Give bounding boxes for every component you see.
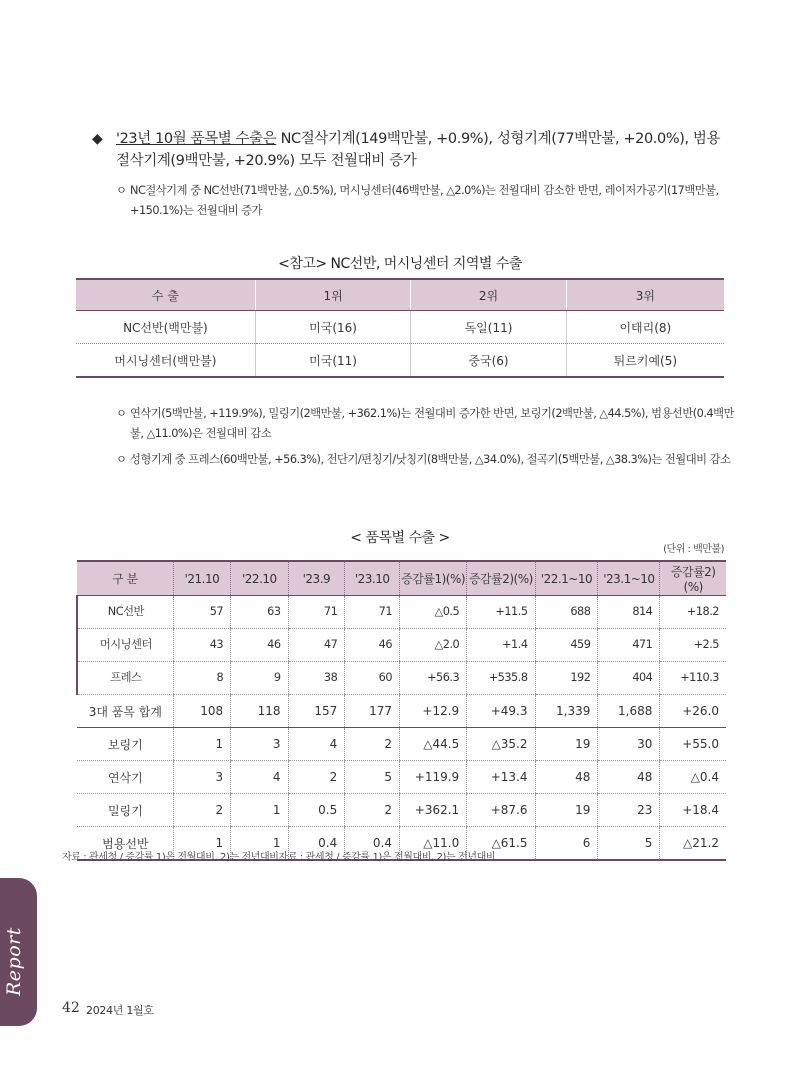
table-cell: 57 <box>173 596 230 629</box>
table-cell: 1 <box>231 827 288 861</box>
table-cell: 1,688 <box>598 695 660 728</box>
table-row <box>77 728 726 761</box>
table-cell: △2.0 <box>400 629 467 662</box>
circle-bullet-icon: ㅇ <box>116 453 127 466</box>
header-col: 증감률1)(%) <box>400 561 467 596</box>
table-cell: △21.2 <box>660 827 726 861</box>
table-row <box>76 344 724 378</box>
table-cell: 688 <box>535 596 598 629</box>
table-cell: +2.5 <box>660 629 726 662</box>
table-row <box>76 311 724 344</box>
header-col: '23.9 <box>288 561 345 596</box>
table-row <box>77 794 726 827</box>
table-cell: 48 <box>598 761 660 794</box>
table-cell: 8 <box>173 662 230 695</box>
ref-cell: 이태리(8) <box>566 311 724 344</box>
header-col: '22.10 <box>231 561 288 596</box>
exports-by-item-table <box>76 560 726 861</box>
table-row <box>77 662 726 695</box>
diamond-bullet-icon: ◆ <box>92 131 103 147</box>
ref-header-cell: 1위 <box>255 279 410 311</box>
table-cell: 3 <box>231 728 288 761</box>
row-label: 머시닝센터 <box>77 629 173 662</box>
table-cell: 1,339 <box>535 695 598 728</box>
row-label: 프레스 <box>77 662 173 695</box>
header-col: 증감률2)(%) <box>467 561 535 596</box>
ref-cell: 머시닝센터(백만불) <box>76 344 255 378</box>
reference-table-title: <참고> NC선반, 머시닝센터 지역별 수출 <box>278 256 522 272</box>
table-cell: 6 <box>535 827 598 861</box>
table-cell: +119.9 <box>400 761 467 794</box>
table-cell: 0.4 <box>288 827 345 861</box>
table-cell: 30 <box>598 728 660 761</box>
table-cell: 71 <box>288 596 345 629</box>
report-tab-label: Report <box>3 927 25 996</box>
table-cell: 814 <box>598 596 660 629</box>
row-label: 3대 품목 합계 <box>77 695 173 728</box>
row-label: 밀링기 <box>77 794 173 827</box>
table-cell: 192 <box>535 662 598 695</box>
table-cell: 0.5 <box>288 794 345 827</box>
table-cell: 23 <box>598 794 660 827</box>
sub-bullet-nc: ㅇ NC절삭기계 중 NC선반(71백만불, △0.5%), 머시닝센터(46백만불, △2.0%)는 전월대비 감소한 반면, 레이저가공기(17백만불, +150.1%)는 전월대비 증가 <box>116 181 734 221</box>
row-label: 연삭기 <box>77 761 173 794</box>
header-col: '22.1~10 <box>535 561 598 596</box>
ref-cell: 미국(16) <box>255 311 410 344</box>
table-cell: +87.6 <box>467 794 535 827</box>
circle-bullet-icon: ㅇ <box>116 407 127 420</box>
table-cell: +110.3 <box>660 662 726 695</box>
table-cell: 48 <box>535 761 598 794</box>
table-cell: 9 <box>231 662 288 695</box>
issue-label: 2024년 1월호 <box>86 1004 154 1017</box>
table-cell: 0.4 <box>345 827 400 861</box>
table-cell: △61.5 <box>467 827 535 861</box>
table-cell: 108 <box>173 695 230 728</box>
header-col: 증감률2)(%) <box>660 561 726 596</box>
header-col: '23.10 <box>345 561 400 596</box>
table-cell: 60 <box>345 662 400 695</box>
page-number: 42 <box>62 1000 80 1016</box>
table-cell: +55.0 <box>660 728 726 761</box>
ref-header-cell: 3위 <box>566 279 724 311</box>
ref-cell: NC선반(백만불) <box>76 311 255 344</box>
table-cell: 177 <box>345 695 400 728</box>
table-cell: 19 <box>535 728 598 761</box>
table-cell: 118 <box>231 695 288 728</box>
bullet-body: NC절삭기계(149백만불, +0.9%), 성형기계(77백만불, +20.0%), 범용절삭기계(9백만불, +20.9%) 모두 전월대비 증가 <box>116 131 721 169</box>
table-cell: 38 <box>288 662 345 695</box>
table-cell: +18.2 <box>660 596 726 629</box>
table-cell: 1 <box>173 728 230 761</box>
table-cell: 2 <box>345 794 400 827</box>
table-cell: 5 <box>598 827 660 861</box>
table-cell: △0.5 <box>400 596 467 629</box>
row-label: 보링기 <box>77 728 173 761</box>
table-cell: +13.4 <box>467 761 535 794</box>
table-cell: △0.4 <box>660 761 726 794</box>
table-cell: 63 <box>231 596 288 629</box>
report-side-tab <box>0 878 37 1026</box>
source-note: 자료 : 관세청 / 증감률 1)은 전월대비, 2)는 전년대비자료 : 관세청 / 증감률 1)은 전월대비, 2)는 전년대비 <box>62 852 496 863</box>
table-cell: 46 <box>231 629 288 662</box>
table-cell: 71 <box>345 596 400 629</box>
ref-cell: 중국(6) <box>411 344 566 378</box>
row-label: NC선반 <box>77 596 173 629</box>
table-cell: △35.2 <box>467 728 535 761</box>
table-row <box>77 761 726 794</box>
table-cell: 4 <box>288 728 345 761</box>
circle-bullet-icon: ㅇ <box>116 184 127 197</box>
table-cell: 2 <box>173 794 230 827</box>
ref-cell: 튀르키예(5) <box>566 344 724 378</box>
bullet-heading: '23년 10월 품목별 수출은 <box>116 131 277 147</box>
ref-header-cell: 2위 <box>411 279 566 311</box>
unit-label: (단위 : 백만불) <box>663 544 724 555</box>
header-col: '21.10 <box>173 561 230 596</box>
table-cell: +26.0 <box>660 695 726 728</box>
table-cell: +535.8 <box>467 662 535 695</box>
table-cell: +12.9 <box>400 695 467 728</box>
main-table-title: < 품목별 수출 > <box>350 530 450 546</box>
row-label: 범용선반 <box>77 827 173 861</box>
table-cell: 471 <box>598 629 660 662</box>
table-cell: +56.3 <box>400 662 467 695</box>
table-cell: +11.5 <box>467 596 535 629</box>
table-cell: 157 <box>288 695 345 728</box>
header-category: 구 분 <box>77 561 173 596</box>
table-cell: 2 <box>345 728 400 761</box>
table-row <box>77 695 726 728</box>
table-cell: +18.4 <box>660 794 726 827</box>
table-cell: 2 <box>288 761 345 794</box>
ref-cell: 미국(11) <box>255 344 410 378</box>
table-cell: 459 <box>535 629 598 662</box>
table-cell: △44.5 <box>400 728 467 761</box>
table-cell: △11.0 <box>400 827 467 861</box>
table-cell: 3 <box>173 761 230 794</box>
reference-table <box>76 278 724 378</box>
table-cell: 404 <box>598 662 660 695</box>
sub-bullet-grinding: ㅇ 연삭기(5백만불, +119.9%), 밀링기(2백만불, +362.1%)는 전월대비 증가한 반면, 보링기(2백만불, △44.5%), 범용선반(0.4백만불, △11.0%)은 전월대비 감소 <box>116 404 734 444</box>
table-cell: 46 <box>345 629 400 662</box>
table-row <box>77 596 726 629</box>
table-cell: 43 <box>173 629 230 662</box>
table-cell: 19 <box>535 794 598 827</box>
table-cell: 1 <box>173 827 230 861</box>
table-cell: 4 <box>231 761 288 794</box>
table-cell: 47 <box>288 629 345 662</box>
header-col: '23.1~10 <box>598 561 660 596</box>
sub-bullet-forming: ㅇ 성형기계 중 프레스(60백만불, +56.3%), 전단기/편칭기/낫칭기(8백만불, △34.0%), 절곡기(5백만불, △38.3%)는 전월대비 감소 <box>116 450 734 470</box>
ref-cell: 독일(11) <box>411 311 566 344</box>
table-cell: +49.3 <box>467 695 535 728</box>
ref-header-cell: 수 출 <box>76 279 255 311</box>
table-cell: 1 <box>231 794 288 827</box>
table-cell: +362.1 <box>400 794 467 827</box>
table-cell: +1.4 <box>467 629 535 662</box>
main-bullet-paragraph <box>92 128 732 172</box>
table-row <box>77 629 726 662</box>
table-cell: 5 <box>345 761 400 794</box>
